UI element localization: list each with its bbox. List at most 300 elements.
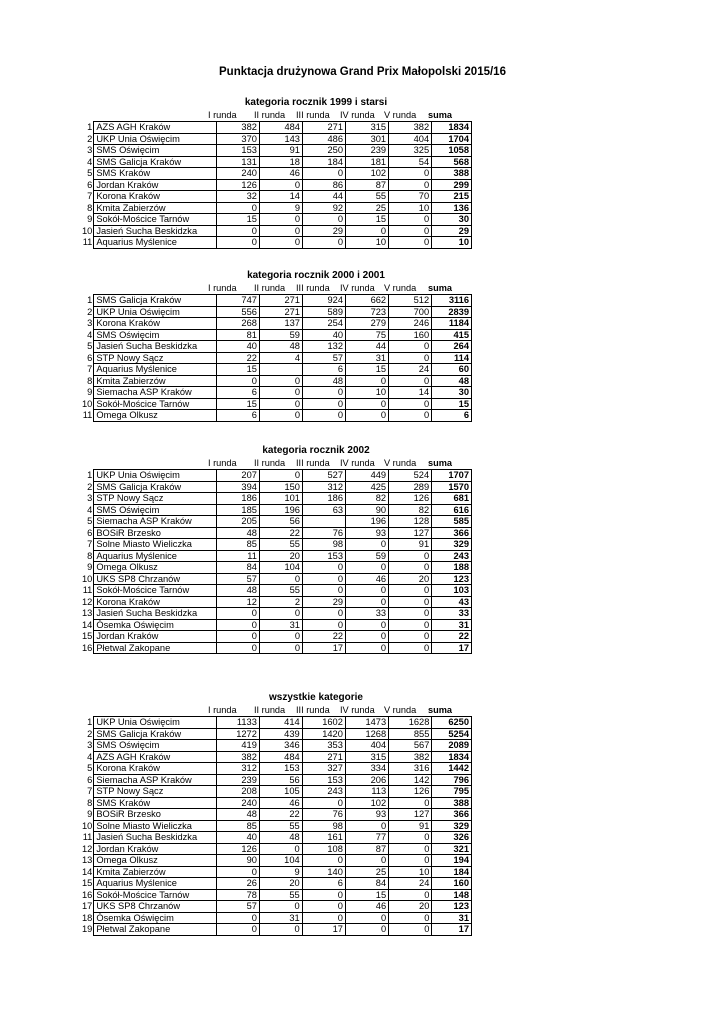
round-1-score: 15 bbox=[216, 398, 259, 410]
round-1-score: 186 bbox=[216, 493, 259, 505]
round-3-score: 76 bbox=[302, 527, 345, 539]
round-2-score: 137 bbox=[259, 318, 302, 330]
round-3-score: 312 bbox=[302, 481, 345, 493]
total-score: 585 bbox=[432, 516, 472, 528]
round-3-score: 184 bbox=[302, 156, 345, 168]
round-3-score: 0 bbox=[302, 855, 345, 867]
col-r5: V runda bbox=[384, 705, 417, 715]
row-rank: 7 bbox=[87, 786, 93, 796]
round-4-score: 15 bbox=[345, 889, 388, 901]
total-score: 329 bbox=[432, 820, 472, 832]
total-score: 681 bbox=[432, 493, 472, 505]
row-rank: 5 bbox=[87, 763, 93, 773]
round-2-score: 55 bbox=[259, 820, 302, 832]
row-rank: 2 bbox=[87, 133, 93, 144]
round-5-score: 0 bbox=[389, 562, 432, 574]
round-3-score: 48 bbox=[302, 375, 345, 387]
round-3-score: 0 bbox=[302, 585, 345, 597]
round-2-score: 48 bbox=[259, 832, 302, 844]
table-row bbox=[80, 912, 472, 924]
round-1-score: 48 bbox=[216, 585, 259, 597]
col-r1: I runda bbox=[208, 705, 237, 715]
round-2-score: 196 bbox=[259, 504, 302, 516]
team-name: Jasień Sucha Beskidzka bbox=[94, 608, 217, 620]
col-sum: suma bbox=[428, 458, 453, 468]
row-rank: 9 bbox=[87, 387, 93, 397]
row-rank: 19 bbox=[82, 924, 93, 934]
team-name: SMS Kraków bbox=[94, 797, 216, 809]
round-1-score: 26 bbox=[216, 878, 259, 890]
round-5-score: 0 bbox=[389, 225, 432, 237]
round-3-score: 29 bbox=[302, 225, 345, 237]
row-rank: 7 bbox=[87, 539, 93, 549]
round-2-score: 0 bbox=[259, 470, 302, 482]
table-row bbox=[80, 608, 472, 620]
round-4-score: 25 bbox=[346, 202, 389, 214]
total-score: 1707 bbox=[432, 470, 472, 482]
round-4-score: 31 bbox=[346, 352, 389, 364]
round-1-score: 208 bbox=[216, 786, 259, 798]
total-score: 33 bbox=[432, 608, 472, 620]
round-3-score: 486 bbox=[302, 133, 345, 145]
round-2-score: 414 bbox=[259, 717, 302, 729]
round-3-score: 86 bbox=[302, 179, 345, 191]
round-3-score: 0 bbox=[302, 889, 345, 901]
round-4-score: 15 bbox=[346, 364, 389, 376]
total-score: 15 bbox=[432, 398, 472, 410]
round-5-score: 24 bbox=[389, 878, 432, 890]
round-3-score: 327 bbox=[302, 763, 345, 775]
total-score: 22 bbox=[432, 631, 472, 643]
row-rank: 10 bbox=[82, 820, 93, 831]
round-5-score: 126 bbox=[389, 493, 432, 505]
round-3-score: 132 bbox=[302, 341, 345, 353]
round-1-score: 84 bbox=[216, 562, 259, 574]
total-score: 188 bbox=[432, 562, 472, 574]
round-2-score: 31 bbox=[259, 912, 302, 924]
row-rank: 2 bbox=[87, 306, 93, 317]
round-5-score: 0 bbox=[389, 889, 432, 901]
round-4-score: 75 bbox=[346, 329, 389, 341]
round-1-score: 0 bbox=[216, 375, 259, 387]
col-r1: I runda bbox=[208, 283, 237, 293]
table-row bbox=[80, 763, 472, 775]
round-2-score bbox=[259, 364, 302, 376]
table-row bbox=[80, 820, 472, 832]
table-row bbox=[80, 133, 472, 145]
round-2-score: 46 bbox=[259, 797, 302, 809]
col-r3: III runda bbox=[296, 705, 330, 715]
round-5-score: 0 bbox=[389, 631, 432, 643]
round-3-score: 6 bbox=[302, 364, 345, 376]
round-4-score: 44 bbox=[346, 341, 389, 353]
round-5-score: 0 bbox=[389, 168, 432, 180]
team-name: Aquarius Myślenice bbox=[94, 364, 217, 376]
round-5-score: 0 bbox=[389, 398, 432, 410]
round-5-score: 0 bbox=[389, 619, 432, 631]
round-2-score: 56 bbox=[259, 774, 302, 786]
round-4-score: 0 bbox=[345, 912, 388, 924]
total-score: 31 bbox=[432, 619, 472, 631]
round-1-score: 747 bbox=[216, 295, 259, 307]
round-4-score: 102 bbox=[345, 797, 388, 809]
total-score: 136 bbox=[432, 202, 472, 214]
round-4-score: 449 bbox=[346, 470, 389, 482]
round-3-score: 44 bbox=[302, 191, 345, 203]
scores-table bbox=[80, 469, 472, 654]
row-rank: 14 bbox=[82, 866, 93, 877]
row-rank: 1 bbox=[87, 470, 93, 480]
round-5-score: 289 bbox=[389, 481, 432, 493]
table-row bbox=[80, 924, 472, 936]
round-2-score: 91 bbox=[259, 145, 302, 157]
total-score: 103 bbox=[432, 585, 472, 597]
total-score: 2089 bbox=[432, 740, 472, 752]
round-2-score: 0 bbox=[259, 225, 302, 237]
table-row bbox=[80, 352, 472, 364]
round-4-score: 723 bbox=[346, 306, 389, 318]
round-4-score: 113 bbox=[345, 786, 388, 798]
team-name: UKP Unia Oświęcim bbox=[94, 470, 217, 482]
row-rank: 1 bbox=[87, 717, 93, 727]
table-row bbox=[80, 717, 472, 729]
total-score: 3116 bbox=[432, 295, 472, 307]
round-2-score: 20 bbox=[259, 550, 302, 562]
team-name: UKP Unia Oświęcim bbox=[94, 306, 217, 318]
round-2-score: 56 bbox=[259, 516, 302, 528]
round-3-score: 17 bbox=[302, 924, 345, 936]
round-3-score: 1602 bbox=[302, 717, 345, 729]
team-name: Płetwal Zakopane bbox=[94, 642, 217, 654]
table-row bbox=[80, 631, 472, 643]
round-3-score: 17 bbox=[302, 642, 345, 654]
table-row bbox=[80, 410, 472, 422]
round-5-score: 91 bbox=[389, 820, 432, 832]
round-2-score: 46 bbox=[259, 168, 302, 180]
round-1-score: 15 bbox=[216, 364, 259, 376]
total-score: 264 bbox=[432, 341, 472, 353]
round-3-score: 153 bbox=[302, 550, 345, 562]
row-rank: 16 bbox=[82, 642, 93, 653]
round-4-score: 33 bbox=[346, 608, 389, 620]
table-row bbox=[80, 843, 472, 855]
row-rank: 3 bbox=[87, 318, 93, 328]
table-row bbox=[80, 318, 472, 330]
round-2-score: 153 bbox=[259, 763, 302, 775]
round-4-score: 25 bbox=[345, 866, 388, 878]
total-score: 321 bbox=[432, 843, 472, 855]
team-name: Ósemka Oświęcim bbox=[94, 912, 216, 924]
round-4-score: 425 bbox=[346, 481, 389, 493]
total-score: 148 bbox=[432, 889, 472, 901]
round-2-score: 271 bbox=[259, 295, 302, 307]
category-title: kategoria rocznik 2000 i 2001 bbox=[247, 270, 385, 281]
total-score: 366 bbox=[432, 527, 472, 539]
round-5-score: 0 bbox=[389, 797, 432, 809]
table-row bbox=[80, 797, 472, 809]
row-rank: 2 bbox=[87, 728, 93, 739]
round-2-score: 9 bbox=[259, 866, 302, 878]
round-4-score: 404 bbox=[345, 740, 388, 752]
round-4-score: 0 bbox=[346, 642, 389, 654]
round-3-score: 98 bbox=[302, 820, 345, 832]
round-5-score: 382 bbox=[389, 751, 432, 763]
row-rank: 5 bbox=[87, 168, 93, 178]
round-4-score: 0 bbox=[346, 375, 389, 387]
round-2-score: 20 bbox=[259, 878, 302, 890]
round-3-score: 0 bbox=[302, 619, 345, 631]
round-4-score: 279 bbox=[346, 318, 389, 330]
row-rank: 4 bbox=[87, 751, 93, 762]
round-1-score: 0 bbox=[216, 225, 259, 237]
round-2-score: 0 bbox=[259, 843, 302, 855]
round-1-score: 40 bbox=[216, 341, 259, 353]
row-rank: 1 bbox=[87, 122, 93, 132]
col-r5: V runda bbox=[384, 110, 417, 120]
round-1-score: 382 bbox=[216, 122, 259, 134]
round-4-score: 196 bbox=[346, 516, 389, 528]
team-name: Sokół-Mościce Tarnów bbox=[94, 585, 217, 597]
row-rank: 14 bbox=[82, 619, 93, 630]
round-1-score: 57 bbox=[216, 573, 259, 585]
table-row bbox=[80, 375, 472, 387]
round-4-score: 662 bbox=[346, 295, 389, 307]
row-rank: 11 bbox=[82, 237, 93, 247]
round-4-score: 90 bbox=[346, 504, 389, 516]
round-4-score: 1268 bbox=[345, 728, 388, 740]
round-2-score: 0 bbox=[259, 179, 302, 191]
round-3-score: 29 bbox=[302, 596, 345, 608]
col-r4: IV runda bbox=[340, 110, 375, 120]
team-name: Płetwal Zakopane bbox=[94, 924, 216, 936]
round-3-score: 0 bbox=[302, 797, 345, 809]
team-name: Omega Olkusz bbox=[94, 855, 216, 867]
category-title: kategoria rocznik 1999 i starsi bbox=[244, 97, 388, 108]
table-row bbox=[80, 516, 472, 528]
team-name: Korona Kraków bbox=[94, 596, 217, 608]
round-1-score: 268 bbox=[216, 318, 259, 330]
round-4-score: 1473 bbox=[345, 717, 388, 729]
round-2-score: 22 bbox=[259, 527, 302, 539]
table-row bbox=[80, 225, 472, 237]
round-1-score: 6 bbox=[216, 387, 259, 399]
row-rank: 11 bbox=[82, 585, 93, 595]
round-3-score: 254 bbox=[302, 318, 345, 330]
scores-table bbox=[80, 716, 472, 936]
team-name: Sokół-Mościce Tarnów bbox=[94, 889, 216, 901]
round-1-score: 153 bbox=[216, 145, 259, 157]
round-4-score: 0 bbox=[346, 398, 389, 410]
table-row bbox=[80, 481, 472, 493]
round-4-score: 46 bbox=[345, 901, 388, 913]
round-2-score: 150 bbox=[259, 481, 302, 493]
team-name: Jordan Kraków bbox=[94, 179, 217, 191]
table-row bbox=[80, 179, 472, 191]
round-1-score: 240 bbox=[216, 797, 259, 809]
round-2-score: 4 bbox=[259, 352, 302, 364]
row-rank: 8 bbox=[87, 797, 93, 808]
team-name: Jasień Sucha Beskidzka bbox=[94, 341, 217, 353]
round-3-score: 140 bbox=[302, 866, 345, 878]
total-score: 2839 bbox=[432, 306, 472, 318]
round-4-score: 10 bbox=[346, 387, 389, 399]
round-1-score: 185 bbox=[216, 504, 259, 516]
total-score: 388 bbox=[432, 168, 472, 180]
table-row bbox=[80, 527, 472, 539]
total-score: 5254 bbox=[432, 728, 472, 740]
round-5-score: 10 bbox=[389, 202, 432, 214]
round-2-score: 22 bbox=[259, 809, 302, 821]
total-score: 160 bbox=[432, 878, 472, 890]
row-rank: 1 bbox=[87, 295, 93, 305]
table-row bbox=[80, 889, 472, 901]
round-4-score: 102 bbox=[346, 168, 389, 180]
total-score: 1834 bbox=[432, 122, 472, 134]
round-1-score: 0 bbox=[216, 237, 259, 249]
table-row bbox=[80, 855, 472, 867]
col-r5: V runda bbox=[384, 283, 417, 293]
round-3-score: 1420 bbox=[302, 728, 345, 740]
team-name: Sokół-Mościce Tarnów bbox=[94, 398, 217, 410]
col-r4: IV runda bbox=[340, 458, 375, 468]
col-r2: II runda bbox=[254, 705, 286, 715]
round-5-score: 0 bbox=[389, 608, 432, 620]
round-2-score: 14 bbox=[259, 191, 302, 203]
total-score: 29 bbox=[432, 225, 472, 237]
row-rank: 6 bbox=[87, 352, 93, 363]
row-rank: 4 bbox=[87, 156, 93, 167]
category-title: kategoria rocznik 2002 bbox=[262, 445, 370, 456]
round-4-score: 59 bbox=[346, 550, 389, 562]
round-2-score: 0 bbox=[259, 608, 302, 620]
round-2-score: 9 bbox=[259, 202, 302, 214]
row-rank: 11 bbox=[82, 410, 93, 420]
round-2-score: 0 bbox=[259, 573, 302, 585]
team-name: SMS Galicja Kraków bbox=[94, 481, 217, 493]
round-2-score: 0 bbox=[259, 375, 302, 387]
round-2-score: 484 bbox=[259, 751, 302, 763]
team-name: UKS SP8 Chrzanów bbox=[94, 573, 217, 585]
round-1-score: 0 bbox=[216, 866, 259, 878]
round-3-score: 250 bbox=[302, 145, 345, 157]
round-3-score: 0 bbox=[302, 410, 345, 422]
col-r2: II runda bbox=[254, 283, 286, 293]
round-1-score: 15 bbox=[216, 214, 259, 226]
round-1-score: 85 bbox=[216, 539, 259, 551]
table-row bbox=[80, 156, 472, 168]
total-score: 1058 bbox=[432, 145, 472, 157]
round-5-score: 0 bbox=[389, 341, 432, 353]
round-4-score: 87 bbox=[346, 179, 389, 191]
round-3-score: 0 bbox=[302, 237, 345, 249]
row-rank: 8 bbox=[87, 375, 93, 386]
round-2-score: 104 bbox=[259, 855, 302, 867]
team-name: BOSiR Brzesko bbox=[94, 527, 217, 539]
round-3-score: 0 bbox=[302, 608, 345, 620]
row-rank: 9 bbox=[87, 562, 93, 572]
row-rank: 2 bbox=[87, 481, 93, 492]
col-r3: III runda bbox=[296, 283, 330, 293]
round-2-score: 0 bbox=[259, 237, 302, 249]
row-rank: 6 bbox=[87, 179, 93, 190]
round-5-score: 0 bbox=[389, 642, 432, 654]
scores-table bbox=[80, 294, 472, 422]
round-5-score: 855 bbox=[389, 728, 432, 740]
page-title-text: Punktacja drużynowa Grand Prix Małopolski 2015/16 bbox=[219, 66, 506, 78]
round-2-score: 439 bbox=[259, 728, 302, 740]
round-5-score: 20 bbox=[389, 573, 432, 585]
table-row bbox=[80, 786, 472, 798]
round-5-score: 127 bbox=[389, 809, 432, 821]
row-rank: 12 bbox=[82, 843, 93, 854]
team-name: Kmita Zabierzów bbox=[94, 866, 216, 878]
total-score: 17 bbox=[432, 642, 472, 654]
round-1-score: 0 bbox=[216, 619, 259, 631]
table-row bbox=[80, 202, 472, 214]
round-4-score: 181 bbox=[346, 156, 389, 168]
row-rank: 5 bbox=[87, 516, 93, 526]
team-name: STP Nowy Sącz bbox=[94, 493, 217, 505]
round-4-score: 15 bbox=[346, 214, 389, 226]
round-1-score: 90 bbox=[216, 855, 259, 867]
round-1-score: 312 bbox=[216, 763, 259, 775]
round-2-score: 0 bbox=[259, 924, 302, 936]
table-row bbox=[80, 728, 472, 740]
round-1-score: 81 bbox=[216, 329, 259, 341]
round-4-score: 84 bbox=[345, 878, 388, 890]
round-1-score: 382 bbox=[216, 751, 259, 763]
team-name: SMS Oświęcim bbox=[94, 145, 217, 157]
round-1-score: 207 bbox=[216, 470, 259, 482]
round-1-score: 419 bbox=[216, 740, 259, 752]
total-score: 1184 bbox=[432, 318, 472, 330]
table-row bbox=[80, 329, 472, 341]
team-name: STP Nowy Sącz bbox=[94, 352, 217, 364]
team-name: Omega Olkusz bbox=[94, 410, 217, 422]
team-name: Aquarius Myślenice bbox=[94, 878, 216, 890]
table-row bbox=[80, 740, 472, 752]
round-2-score: 31 bbox=[259, 619, 302, 631]
round-2-score: 105 bbox=[259, 786, 302, 798]
round-3-score: 161 bbox=[302, 832, 345, 844]
round-3-score: 271 bbox=[302, 122, 345, 134]
round-2-score: 484 bbox=[259, 122, 302, 134]
team-name: Jasień Sucha Beskidzka bbox=[94, 225, 217, 237]
round-1-score: 11 bbox=[216, 550, 259, 562]
table-row bbox=[80, 866, 472, 878]
round-4-score: 206 bbox=[345, 774, 388, 786]
round-3-score: 0 bbox=[302, 168, 345, 180]
round-2-score: 104 bbox=[259, 562, 302, 574]
team-name: Aquarius Myślenice bbox=[94, 237, 217, 249]
round-2-score: 0 bbox=[259, 410, 302, 422]
round-4-score: 239 bbox=[346, 145, 389, 157]
team-name: SMS Galicja Kraków bbox=[94, 295, 217, 307]
row-rank: 13 bbox=[82, 608, 93, 618]
team-name: Korona Kraków bbox=[94, 763, 216, 775]
round-5-score: 82 bbox=[389, 504, 432, 516]
col-sum: suma bbox=[428, 705, 453, 715]
total-score: 1570 bbox=[432, 481, 472, 493]
page-title bbox=[0, 66, 595, 78]
team-name: Omega Olkusz bbox=[94, 562, 217, 574]
row-rank: 5 bbox=[87, 341, 93, 351]
row-rank: 10 bbox=[82, 573, 93, 584]
team-name: Siemacha ASP Kraków bbox=[94, 516, 217, 528]
round-2-score: 143 bbox=[259, 133, 302, 145]
total-score: 388 bbox=[432, 797, 472, 809]
total-score: 1834 bbox=[432, 751, 472, 763]
